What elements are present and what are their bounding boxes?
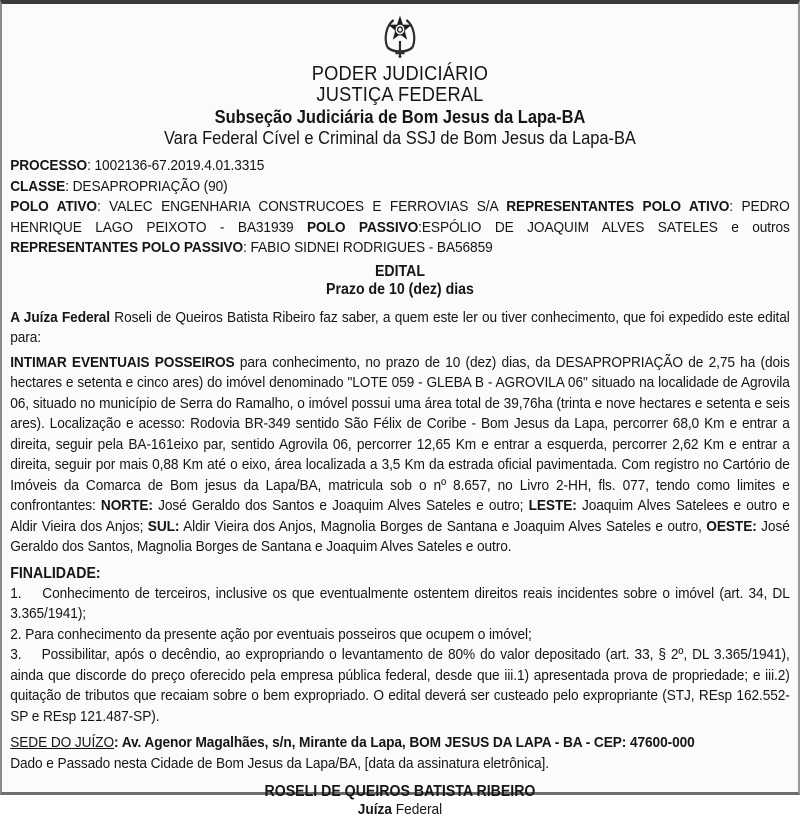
edital-heading-block [10, 263, 790, 299]
document-content [2, 4, 798, 818]
finalidade-item-2: 2. Para conhecimento da presente ação por eventuais posseiros que ocupem o imóvel; [10, 625, 532, 643]
sede-do-juizo-line: SEDE DO JUÍZO: Av. Agenor Magalhães, s/n, Mirante da Lapa, BOM JESUS DA LAPA - BA - CEP: 47600-000 [10, 734, 695, 751]
intro-paragraph: A Juíza Federal Roseli de Queiros Batista Ribeiro faz saber, a quem este ler ou tiver conhecimento, que foi expedido este edital para: [10, 308, 790, 346]
finalidade-item-1: 1. Conhecimento de terceiros, inclusive os que eventualmente ostentem direitos reais incidentes sobre o imóvel (art. 34, DL 3.365/1941); [10, 584, 790, 622]
court-name: Vara Federal Cível e Criminal da SSJ de Bom Jesus da Lapa-BA [164, 128, 636, 148]
signature-name: ROSELI DE QUEIROS BATISTA RIBEIRO [264, 783, 536, 800]
org-name-line1: PODER JUDICIÁRIO [311, 63, 489, 85]
signature-title: Juíza Federal [357, 801, 443, 818]
parties-paragraph: POLO ATIVO: VALEC ENGENHARIA CONSTRUCOES E FERROVIAS S/A REPRESENTANTES POLO ATIVO: PEDRO HENRIQUE LAGO PEIXOTO - BA31939 POLO PASSIVO:ESPÓLIO DE JOAQUIM ALVES SATELES e outros REPRESENTANTES POLO PASSIVO: FABIO SIDNEI RODRIGUES - BA56859 [10, 198, 790, 256]
case-info-block [10, 156, 790, 259]
finalidade-item-3: 3. Possibilitar, após o decêndio, ao expropriando o levantamento de 80% do valor depositado (art. 33, § 2º, DL 3.365/1941), ainda que discorde do preço oferecido pela empresa pública federal, desde que iii.1) apresentada prova de propriedade; e iii.2) quitação de tributos que recaiam sobre o bem expropriado. O edital deverá ser custeado pelo expropriante (STJ, REsp 162.552-SP e REsp 121.487-SP). [10, 646, 790, 725]
intimar-paragraph: INTIMAR EVENTUAIS POSSEIROS para conhecimento, no prazo de 10 (dez) dias, da DESAPROPRIAÇÃO de 2,75 ha (dois hectares e setenta e cinco ares) do imóvel denominado "LOTE 059 - GLEBA B - AGROVILA 06" situado na localidade de Agrovila 06, situado no município de Serra do Ramalho, o imóvel possui uma área total de 39,76ha (trinta e nove hectares e setenta e seis ares). Localização e acesso: Rodovia BR-349 sentido São Félix de Coribe - Bom Jesus da Lapa, percorrer 68,0 Km e entrar a direita, seguir pela BA-161eixo par, sentido Agrovila 06, percorrer 12,65 Km e entrar a esquerda, percorrer 2,62 Km e entrar a direita, seguir por mais 0,88 Km até o eixo, área localizada a 3,5 Km da estrada oficial pavimentada. Com registro no Cartório de Imóveis da Comarca de Bom jesus da Lapa/BA, matricula sob o nº 8.657, no Livro 2-HH, fls. 077, tendo como limites e confrontantes: NORTE: José Geraldo dos Santos e Joaquim Alves Sateles e outro; LESTE: Joaquim Alves Satelees e outro e Aldir Vieira dos Anjos; SUL: Aldir Vieira dos Anjos, Magnolia Borges de Santana e Joaquim Alves Sateles e outro, OESTE: José Geraldo dos Santos, Magnolia Borges de Santana e Joaquim Alves Sateles e outro. [10, 353, 790, 555]
brazil-coat-of-arms-icon [381, 11, 419, 58]
edital-deadline: Prazo de 10 (dez) dias [326, 280, 474, 298]
classe-line: CLASSE: DESAPROPRIAÇÃO (90) [10, 177, 228, 195]
finalidade-heading: FINALIDADE: [10, 564, 101, 582]
header-emblem-wrap [10, 11, 790, 63]
org-name-line2: JUSTIÇA FEDERAL [316, 84, 484, 106]
dado-e-passado-line: Dado e Passado nesta Cidade de Bom Jesus da Lapa/BA, [data da assinatura eletrônica]. [10, 754, 549, 772]
subsection-title: Subseção Judiciária de Bom Jesus da Lapa-BA [214, 107, 586, 127]
processo-line: PROCESSO: 1002136-67.2019.4.01.3315 [10, 157, 265, 174]
edital-title: EDITAL [374, 262, 425, 280]
